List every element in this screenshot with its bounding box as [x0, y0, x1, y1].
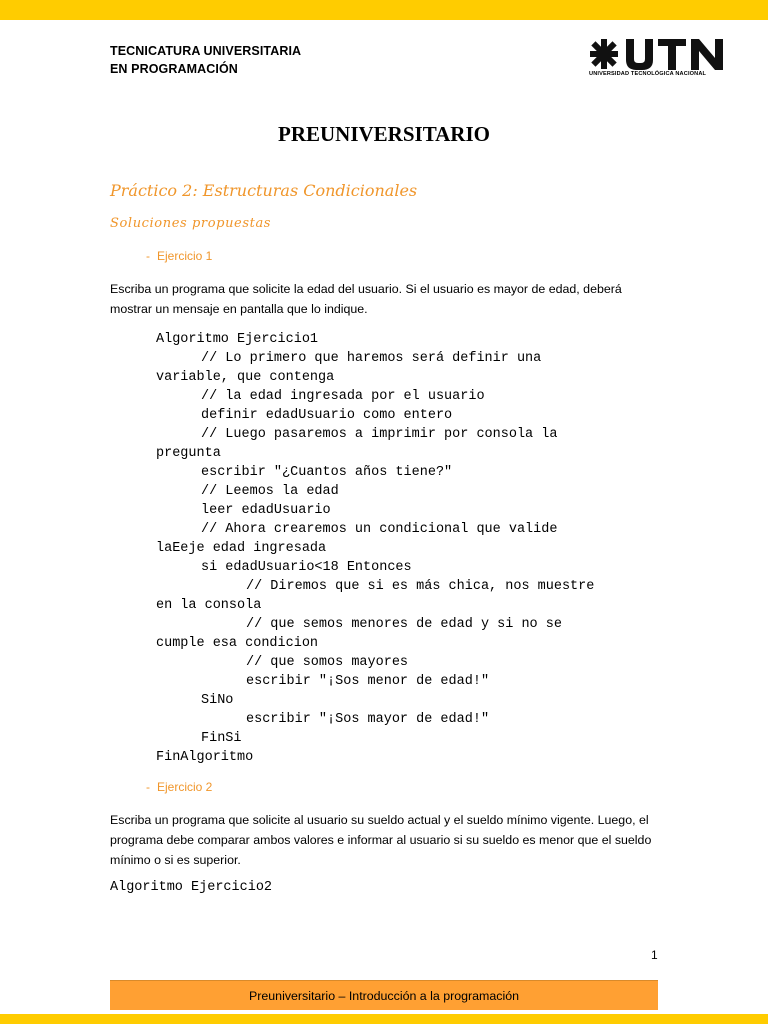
code-line: escribir "¡Sos menor de edad!" [246, 674, 490, 689]
institution-header [110, 42, 301, 78]
exercise-2-code-start: Algoritmo Ejercicio2 [110, 880, 273, 895]
code-line: cumple esa condicion [156, 636, 319, 651]
footer-banner [110, 980, 658, 1010]
code-line: si edadUsuario<18 Entonces [201, 560, 412, 575]
code-line: // que semos menores de edad y si no se [246, 617, 562, 632]
code-line: // Ahora crearemos un condicional que valide [201, 522, 558, 537]
code-line: // Luego pasaremos a imprimir por consola la [201, 427, 558, 442]
code-line: FinAlgoritmo [156, 750, 254, 765]
top-yellow-bar [0, 0, 768, 20]
code-line: variable, que contenga [156, 370, 335, 385]
utn-logo [588, 36, 734, 80]
logo-caption: UNIVERSIDAD TECNOLÓGICA NACIONAL [589, 71, 707, 77]
institution-line-2: EN PROGRAMACIÓN [110, 62, 238, 76]
page-number: 1 [651, 948, 658, 962]
code-line: leer edadUsuario [201, 503, 331, 518]
section-heading: Soluciones propuestas [110, 216, 272, 231]
practice-subtitle: Práctico 2: Estructuras Condicionales [110, 181, 418, 200]
code-line: laEeje edad ingresada [156, 541, 327, 556]
exercise-2-label: Ejercicio 2 [157, 780, 213, 794]
code-line: // la edad ingresada por el usuario [201, 389, 485, 404]
utn-logo-graphic [588, 36, 734, 72]
institution-line-1: TECNICATURA UNIVERSITARIA [110, 44, 302, 58]
list-dash: - [146, 780, 150, 794]
code-line: en la consola [156, 598, 262, 613]
code-line: escribir "¡Sos mayor de edad!" [246, 712, 490, 727]
code-line: pregunta [156, 446, 221, 461]
code-line: escribir "¿Cuantos años tiene?" [201, 465, 453, 480]
code-line: definir edadUsuario como entero [201, 408, 453, 423]
code-line: // Lo primero que haremos será definir una [201, 351, 542, 366]
code-line: SiNo [201, 693, 234, 708]
exercise-1-statement: Escriba un programa que solicite la edad del usuario. Si el usuario es mayor de edad, deberá mostrar un mensaje en pantalla que lo indique. [110, 282, 622, 316]
list-dash: - [146, 249, 150, 263]
code-line: Algoritmo Ejercicio1 [156, 332, 319, 347]
footer-text: Preuniversitario – Introducción a la programación [249, 988, 519, 1003]
exercise-1-code-block [156, 330, 666, 767]
bottom-yellow-bar [0, 1014, 768, 1024]
exercise-1-label: Ejercicio 1 [157, 249, 213, 263]
code-line: // Leemos la edad [201, 484, 339, 499]
exercise-2-statement: Escriba un programa que solicite al usuario su sueldo actual y el sueldo mínimo vigente. Luego, el programa debe comparar ambos valores e informar al usuario si su sueldo es menor que el sueldo mínimo o si es superior. [110, 813, 652, 867]
document-title: PREUNIVERSITARIO [278, 122, 490, 146]
code-line: FinSi [201, 731, 242, 746]
code-line: // que somos mayores [246, 655, 409, 670]
code-line: // Diremos que si es más chica, nos muestre [246, 579, 595, 594]
